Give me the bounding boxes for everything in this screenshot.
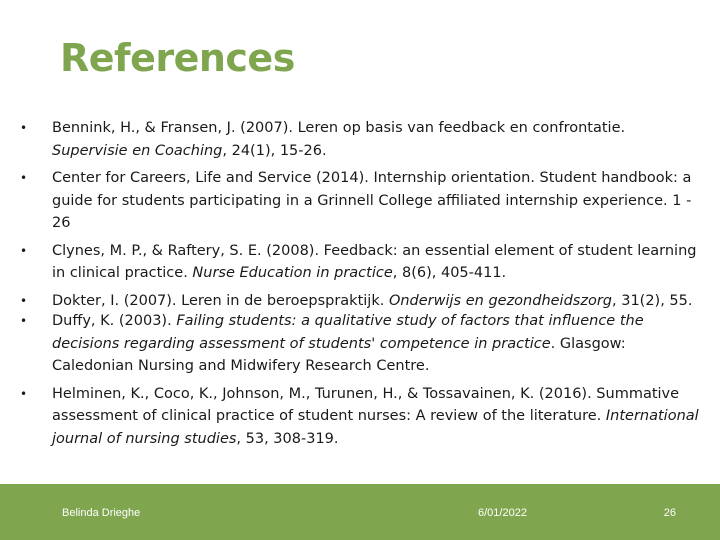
- reference-item: [20, 167, 700, 235]
- bullet-icon: •: [20, 386, 28, 401]
- reference-details: , 8(6), 405-411.: [392, 265, 507, 281]
- reference-text: Helminen, K., Coco, K., Johnson, M., Turunen, H., & Tossavainen, K. (2016). Summative assessment of clinical practice of student nurses: A review of the literature.: [52, 385, 680, 424]
- footer-bar: [0, 484, 720, 540]
- bullet-icon: •: [20, 314, 28, 328]
- reference-source: Onderwijs en gezondheidszorg: [388, 292, 612, 309]
- reference-details: , 53, 308-319.: [236, 430, 339, 447]
- reference-item: [20, 383, 700, 451]
- bullet-icon: •: [20, 121, 28, 135]
- bullet-icon: •: [20, 293, 28, 308]
- reference-text: Center for Careers, Life and Service (2014). Internship orientation. Student handbook: a guide for students participating in a Grinnell College affiliated internship experience. 1 - 26: [52, 170, 692, 231]
- reference-details: , 24(1), 15-26.: [222, 142, 327, 159]
- reference-item: [20, 310, 700, 378]
- reference-text: Bennink, H., & Fransen, J. (2007). Leren op basis van feedback en confrontatie.: [52, 120, 626, 136]
- reference-details: , 31(2), 55.: [612, 292, 693, 309]
- reference-list: [20, 117, 700, 455]
- reference-source: Failing students: a qualitative study of factors that influence the decisions regarding assessment of students' competence in practice: [52, 313, 644, 352]
- reference-item: [20, 240, 700, 285]
- reference-details: . Glasgow: Caledonian Nursing and Midwifery Research Centre.: [52, 335, 626, 374]
- slide-number: 26: [663, 507, 676, 519]
- reference-item: [20, 117, 700, 162]
- reference-source: International journal of nursing studies: [52, 408, 699, 447]
- bullet-icon: •: [20, 243, 28, 258]
- reference-text: Dokter, I. (2007). Leren in de beroepspraktijk.: [52, 292, 389, 309]
- footer-date: 6/01/2022: [478, 507, 527, 519]
- reference-source: Nurse Education in practice: [192, 265, 393, 281]
- reference-text: Duffy, K. (2003).: [52, 313, 177, 329]
- slide-title: References: [60, 36, 295, 80]
- bullet-icon: •: [20, 171, 28, 185]
- reference-text: Clynes, M. P., & Raftery, S. E. (2008). Feedback: an essential element of student learning in clinical practice.: [52, 242, 697, 281]
- footer-author: Belinda Drieghe: [62, 507, 141, 519]
- reference-source: Supervisie en Coaching: [52, 142, 223, 159]
- reference-item: [20, 290, 700, 313]
